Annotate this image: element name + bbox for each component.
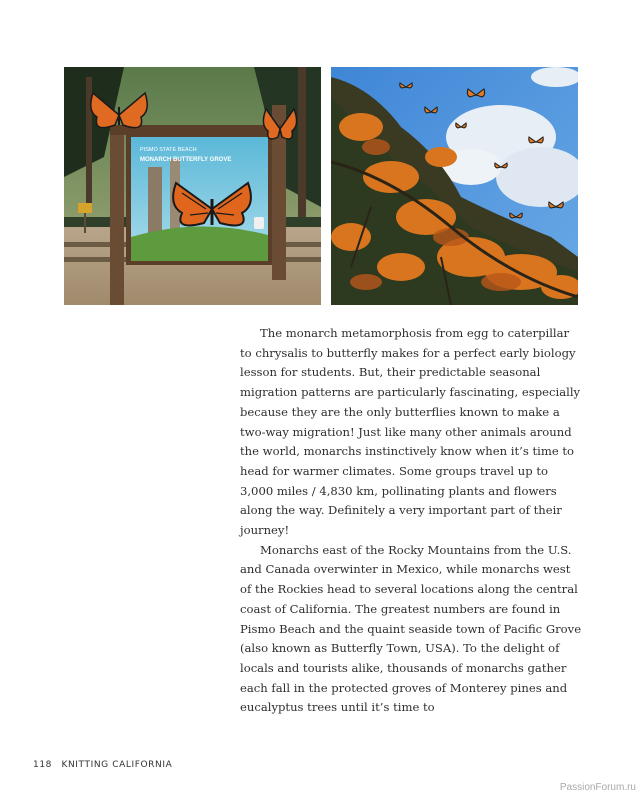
sign-photo [64,67,321,305]
body-text [240,324,582,718]
monarch-tree-photo [331,67,578,305]
paragraph-1: The monarch metamorphosis from egg to caterpillar to chrysalis to butterfly makes for a perfect early biology lesson for students. But, their predictable seasonal migration patterns are particularly fascinating, especially because they are the only butterflies known to make a two-way migration! Just like many other animals around the world, monarchs instinctively know when it’s time to head for warmer climates. Some groups travel up to 3,000 miles / 4,830 km, pollinating plants and flowers along the way. Definitely a very important part of their journey! [240,326,581,538]
sign-line-1: PISMO STATE BEACH [140,147,197,153]
watermark: PassionForum.ru [559,782,636,793]
sign-line-2: MONARCH BUTTERFLY GROVE [140,157,232,163]
paragraph-2: Monarchs east of the Rocky Mountains from the U.S. and Canada overwinter in Mexico, while monarchs west of the Rockies head to several locations along the central coast of California. The greatest numbers are found in Pismo Beach and the quaint seaside town of Pacific Grove (also known as Butterfly Town, USA). To the delight of locals and tourists alike, thousands of monarchs gather each fall in the protected groves of Monterey pines and eucalyptus trees until it’s time to [240,542,582,715]
page-footer [33,760,172,770]
running-title: KNITTING CALIFORNIA [61,760,173,770]
page-number: 118 [33,760,52,770]
